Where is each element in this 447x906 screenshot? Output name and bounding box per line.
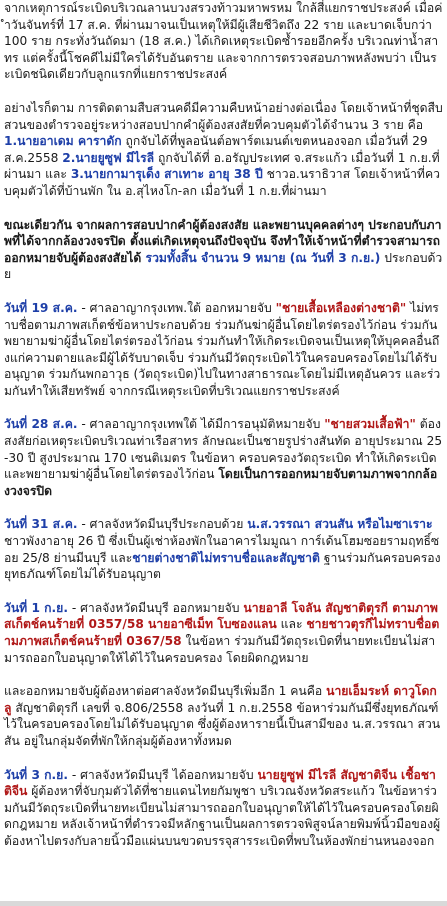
intro-text: จากเหตุการณ์ระเบิดบริเวณลานบวงสรวงท้าวมหาพรหม ใกล้สี่แยกราชประสงค์ เมื่อค่ำวันจันทร์ที่ 17 ส.ค. ที่ผ่านมาจนเป็นเหตุให้มีผู้เสียชีวิตถึง 22 ราย และบาดเจ็บกว่า 100 ราย กระทั่งวันถัดมา (18 ส.ค.) ได้เกิดเหตุระเบิดซ้ำรอยอีกครั้ง บริเวณท่าน้ำสาทร แต่ครั้งนี้โชคดีไม่มีใครได้รับอันตราย และจากการตรวจสอบภาพหลังพบว่า เป็นระเบิดชนิดเดียวกับลูกแรกที่แยกราชประสงค์ bbox=[4, 1, 443, 82]
suspect-label: นายอาลี โจลัน สัญชาติตุรกี ตามภาพสเก็ตช์คนร้ายที่ 0357/58 นายอาซีเม็ท โบซองแลน bbox=[4, 600, 438, 632]
timeline-entry-aug-28 bbox=[4, 416, 443, 499]
paragraph-spacer bbox=[4, 283, 443, 300]
timeline-date: วันที่ 28 ส.ค. bbox=[4, 417, 78, 432]
timeline-date: วันที่ 31 ส.ค. bbox=[4, 517, 78, 532]
timeline-entry-sep-3 bbox=[4, 767, 443, 850]
timeline-entry-sep-1-additional bbox=[4, 683, 443, 749]
timeline-text: และ bbox=[276, 617, 307, 632]
timeline-text: - ศาลจังหวัดมีนบุรี ได้ออกหมายจับ bbox=[67, 767, 258, 782]
suspect-label: นายยูซูฟ มีไรลี สัญชาติจีน เชื้อชาติจีน bbox=[4, 767, 436, 799]
timeline-text: ผู้ต้องหาที่จับกุมตัวได้ที่ชายแดนไทยกัมพูชา บริเวณจังหวัดสระแก้ว ในข้อหาร่วมกันมีวัตถุระเบิดที่นายทะเบียนไม่สามารถออกใบอนุญาตให้ได้ไว้ในครอบครองโดยผิดกฎหมาย หลังเจ้าหน้าที่ตำรวจมีหลักฐานเป็นผลการตรวจพิสูจน์ลายพิมพ์นิ้วมือของผู้ต้องหาไปตรงกับลายนิ้วมือแผ่นบนขวดบรรจุสารระเบิดที่พบในห้องพักย่านหนองจอก bbox=[4, 784, 441, 848]
timeline-text: ต้องสงสัยก่อเหตุระเบิดบริเวณท่าเรือสาทร ลักษณะเป็นชายรูปร่างสันทัด อายุประมาณ 25-30 ปี สูงประมาณ 170 เซนติเมตร ในข้อหา ครอบครองวัตถุระเบิด ทำให้เกิดระเบิด และพยายามฆ่าผู้อื่นโดยไตร่ตรองไว้ก่อน bbox=[4, 417, 443, 482]
paragraph-spacer bbox=[4, 399, 443, 416]
suspect-label: นายเอ็มระห์ ดาวูโดกลู bbox=[4, 684, 437, 715]
timeline-text: - ศาลจังหวัดมีนบุรีประกอบด้วย bbox=[77, 517, 248, 532]
suspects-text: ชาวอ.นราธิวาส โดยเจ้าหน้าที่ควบคุมตัวได้ที่บ้านพัก ใน อ.สุไหงโก-ลก เมื่อวันที่ 1 ก.ย.ที่ผ่านมา bbox=[4, 167, 440, 198]
warrants-total: รวมทั้งสิ้น จำนวน 9 หมาย (ณ วันที่ 3 ก.ย.) bbox=[145, 250, 381, 265]
timeline-emphasis: โดยเป็นการออกหมายจับตามภาพจากกล้องวงจรปิด bbox=[4, 467, 438, 498]
paragraph-spacer bbox=[4, 666, 443, 683]
timeline-text: - ศาลอาญากรุงเทพ.ใต้ ออกหมายจับ bbox=[77, 300, 276, 315]
suspects-text: ถูกจับได้ที่ อ.อรัญประเทศ จ.สระแก้ว เมื่อวันที่ 1 ก.ย.ที่ผ่านมา และ bbox=[4, 150, 440, 182]
timeline-text: สัญชาติตุรกี เลขที่ จ.806/2558 ลงวันที่ 1 ก.ย.2558 ข้อหาร่วมกันมีซึ่งยุทธภัณฑ์ไว้ในครอบครองโดยไม่ได้รับอนุญาต ซึ่งผู้ต้องหารายนี้เป็นสามีของ น.ส.วรรณา สวนสัน อยู่ในกลุ่มจัดที่พักให้กลุ่มผู้ต้องหาทั้งหมด bbox=[4, 700, 441, 748]
timeline-text: และออกหมายจับผู้ต้องหาต่อศาลจังหวัดมีนบุรีเพิ่มอีก 1 คนคือ bbox=[4, 684, 327, 699]
paragraph-spacer bbox=[4, 499, 443, 516]
suspect-label: น.ส.วรรณา สวนสัน หรือไมซาเราะ bbox=[247, 517, 433, 532]
timeline-date: วันที่ 19 ส.ค. bbox=[4, 300, 78, 315]
warrants-summary-text: ประกอบด้วย bbox=[4, 250, 443, 282]
suspects-text: อย่างไรก็ตาม การติดตามสืบสวนคดีมีความคืบหน้าอย่างต่อเนื่อง โดยเจ้าหน้าที่ชุดสืบสวนของตำรวจอยู่ระหว่างสอบปากคำผู้ต้องสงสัยที่ควบคุมตัวได้จำนวน 3 ราย คือ bbox=[4, 100, 443, 132]
suspect-label: ชายต่างชาติไม่ทราบชื่อและสัญชาติ bbox=[132, 550, 320, 565]
suspects-text: ถูกจับได้ที่พูลอนันต์อพาร์ตเมนต์เขตหนองจอก เมื่อวันที่ 29 ส.ค.2558 bbox=[4, 134, 428, 165]
paragraph-spacer bbox=[4, 83, 443, 100]
paragraph-spacer bbox=[4, 583, 443, 600]
timeline-entry-aug-19 bbox=[4, 300, 443, 400]
suspect-name-3: 3.นายกามารุเด็ง สาเทาะ อายุ 38 ปี bbox=[70, 167, 263, 182]
suspect-name-2: 2.นายยูซูฟ มีไรลี bbox=[62, 150, 155, 165]
timeline-date: วันที่ 3 ก.ย. bbox=[4, 767, 68, 782]
timeline-text: ฐานร่วมกันครอบครองยุทธภัณฑ์โดยไม่ได้รับอนุญาต bbox=[4, 550, 441, 582]
timeline-text: - ศาลอาญากรุงเทพใต้ ได้มีการอนุมัติหมายจับ bbox=[77, 417, 325, 432]
suspect-label: ชายชาวตุรกีไม่ทราบชื่อตามภาพสเก็ตช์คนร้ายที่ 0367/58 bbox=[4, 617, 440, 648]
paragraph-spacer bbox=[4, 750, 443, 767]
suspect-name-1: 1.นายอาเดม คาราดัก bbox=[4, 134, 122, 149]
timeline-text: ชาวพังงาอายุ 26 ปี ซึ่งเป็นผู้เช่าห้องพักในอาคารไมมูณา การ์เด้นโฮมซอยรามฤทธิ์ซอย 25/8 ย่านมีนบุรี และ bbox=[4, 534, 440, 565]
horizontal-scrollbar[interactable] bbox=[0, 901, 447, 906]
suspect-label: "ชายสวมเสื้อฟ้า" bbox=[324, 417, 416, 432]
timeline-entry-aug-31 bbox=[4, 516, 443, 582]
suspect-label: "ชายเสื้อเหลืองต่างชาติ" bbox=[275, 300, 407, 315]
timeline-text: ในข้อหา ร่วมกันมีวัตถุระเบิดที่นายทะเบียนไม่สามารถออกใบอนุญาตให้ได้ไว้ในครอบครอง โดยผิดกฎหมาย bbox=[4, 634, 436, 665]
warrants-summary-paragraph bbox=[4, 217, 443, 283]
timeline-entry-sep-1 bbox=[4, 600, 443, 666]
warrants-summary-text: ขณะเดียวกัน จากผลการสอบปากคำผู้ต้องสงสัย และพยานบุคคลต่างๆ ประกอบกับภาพที่ได้จากกล้องวงจรปิด ตั้งแต่เกิดเหตุจนถึงปัจจุบัน จึงทำให้เจ้าหน้าที่ตำรวจสามารถออกหมายจับผู้ต้องสงสัยได้ bbox=[4, 217, 442, 265]
paragraph-spacer bbox=[4, 200, 443, 217]
timeline-date: วันที่ 1 ก.ย. bbox=[4, 600, 68, 615]
intro-paragraph bbox=[4, 0, 443, 83]
timeline-text: - ศาลจังหวัดมีนบุรี ออกหมายจับ bbox=[67, 600, 244, 615]
timeline-text: ไม่ทราบชื่อตามภาพสเก็ตช์ข้อหาประกอบด้วย ร่วมกันฆ่าผู้อื่นโดยไตร่ตรองไว้ก่อน ร่วมกันพยายามฆ่าผู้อื่นโดยไตร่ตรองไว้ก่อน ร่วมกันทำให้เกิดระเบิดจนเป็นเหตุให้บุคคลอื่นถึงแก่ความตายและมีผู้ได้รับบาดเจ็บ ร่วมกันมีวัตถุระเบิดไว้ในครอบครองโดยไม่ได้รับอนุญาต ร่วมกันพกอาวุธ (วัตถุระเบิด)ไปในทางสาธารณะโดยไม่มีเหตุอันควร และร่วมกันทำให้เสียทรัพย์ จากกรณีเหตุระเบิดที่บริเวณแยกราชประสงค์ bbox=[4, 300, 441, 398]
suspects-paragraph bbox=[4, 100, 443, 200]
